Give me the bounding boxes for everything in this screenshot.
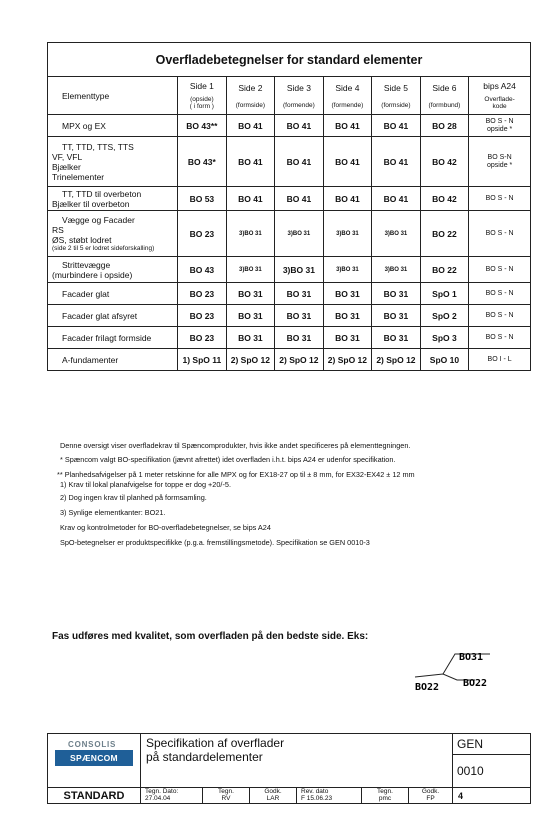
- bips-code-cell: BO S - N: [469, 211, 531, 257]
- surface-symbol-diagram: [395, 642, 515, 692]
- table-row: [48, 211, 531, 257]
- note-line: 1) Krav til lokal planafvigelse for toppe er dog +20/-5.: [60, 479, 231, 489]
- surface-code-cell: 2) SpO 12: [372, 349, 421, 371]
- surface-code-cell: BO 22: [420, 257, 469, 283]
- surface-code-cell: BO 41: [372, 115, 421, 137]
- surface-code-cell: BO 31: [372, 327, 421, 349]
- table-title: Overfladebetegnelser for standard elementer: [48, 43, 531, 77]
- surface-code-cell: BO 31: [323, 305, 372, 327]
- surface-code-cell: 3)BO 31: [323, 211, 372, 257]
- table-row: [48, 305, 531, 327]
- surface-code-cell: 3)BO 31: [275, 257, 324, 283]
- surface-code-cell: BO 23: [178, 327, 227, 349]
- note-line: SpO-betegnelser er produktspecifikke (p.g.a. fremstillingsmetode). Specifikation se GEN 0010-3: [60, 538, 370, 547]
- surface-code-cell: 3)BO 31: [372, 257, 421, 283]
- table-row: [48, 137, 531, 187]
- surface-code-cell: BO 31: [275, 283, 324, 305]
- field-rev-drawn-by: Tegn. pmc: [362, 788, 409, 804]
- chamfer-note: Fas udføres med kvalitet, som overfladen på den bedste side. Eks:: [52, 631, 369, 642]
- table-row: [48, 283, 531, 305]
- table-row: [48, 327, 531, 349]
- bips-code-cell: BO S - N: [469, 283, 531, 305]
- element-type-cell: Facader frilagt formside: [48, 327, 178, 349]
- header-element-type: Elementtype: [48, 77, 178, 115]
- element-type-cell: A-fundamenter: [48, 349, 178, 371]
- element-type-cell: MPX og EX: [48, 115, 178, 137]
- surface-code-cell: BO 43*: [178, 137, 227, 187]
- surface-code-cell: BO 23: [178, 305, 227, 327]
- surface-code-cell: BO 41: [372, 137, 421, 187]
- header-side-5: Side 5 (formside): [372, 77, 421, 115]
- surface-code-cell: BO 41: [275, 187, 324, 211]
- bips-code-cell: BO S - N opside *: [469, 115, 531, 137]
- drawing-description: [146, 736, 284, 764]
- bips-code-cell: BO S - N: [469, 305, 531, 327]
- surface-code-cell: 3)BO 31: [226, 257, 275, 283]
- note-line: 2) Dog ingen krav til planhed på formsamling.: [60, 493, 207, 502]
- field-approved-by: Godk. LAR: [250, 788, 297, 804]
- surface-code-cell: SpO 1: [420, 283, 469, 305]
- surface-code-cell: BO 43: [178, 257, 227, 283]
- logo-spaencom: SPÆNCOM: [55, 750, 133, 766]
- surface-code-cell: BO 41: [226, 115, 275, 137]
- surface-code-cell: BO 43**: [178, 115, 227, 137]
- bips-code-cell: BO S - N: [469, 327, 531, 349]
- header-side-2: Side 2 (formside): [226, 77, 275, 115]
- surface-code-cell: 2) SpO 12: [275, 349, 324, 371]
- note-line: Denne oversigt viser overfladekrav til Spæncomprodukter, hvis ikke andet specificeres på elementtegningen.: [60, 441, 411, 450]
- surface-code-cell: BO 28: [420, 115, 469, 137]
- symbol-right-label: BO22: [463, 678, 488, 689]
- title-block: [47, 733, 531, 804]
- surface-code-cell: BO 41: [226, 137, 275, 187]
- surface-code-cell: SpO 10: [420, 349, 469, 371]
- surface-code-cell: BO 22: [420, 211, 469, 257]
- surface-code-cell: BO 31: [226, 283, 275, 305]
- surface-code-cell: BO 31: [372, 283, 421, 305]
- table-row: [48, 115, 531, 137]
- surface-code-cell: BO 42: [420, 187, 469, 211]
- surface-code-cell: BO 41: [323, 187, 372, 211]
- surface-code-cell: BO 41: [323, 137, 372, 187]
- surface-code-cell: BO 31: [226, 327, 275, 349]
- surface-code-cell: BO 23: [178, 211, 227, 257]
- element-type-cell: Facader glat: [48, 283, 178, 305]
- element-type-cell: Vægge og Facader RS ØS, støbt lodret (side 2 til 5 er lodret sideforskalling): [48, 211, 178, 257]
- table-row: [48, 187, 531, 211]
- surface-code-cell: 3)BO 31: [275, 211, 324, 257]
- field-drawn-date: Tegn. Dato: 27.04.04: [141, 788, 203, 804]
- bips-code-cell: BO S-N opside *: [469, 137, 531, 187]
- table-row: [48, 349, 531, 371]
- element-type-cell: Strittevægge (murbindere i opside): [48, 257, 178, 283]
- surface-code-cell: 3)BO 31: [323, 257, 372, 283]
- page-number: 4: [458, 791, 464, 801]
- table-row: [48, 257, 531, 283]
- field-drawn-by: Tegn. RV: [203, 788, 250, 804]
- field-rev-approved-by: Godk. FP: [409, 788, 453, 804]
- surface-code-cell: 1) SpO 11: [178, 349, 227, 371]
- description-line-1: Specifikation af overflader: [146, 736, 285, 750]
- surface-code-cell: BO 53: [178, 187, 227, 211]
- surface-code-cell: BO 31: [323, 327, 372, 349]
- surface-spec-table: [47, 42, 531, 371]
- bips-code-cell: BO S - N: [469, 187, 531, 211]
- surface-code-cell: BO 41: [226, 187, 275, 211]
- header-side-4: Side 4 (formende): [323, 77, 372, 115]
- surface-code-cell: BO 31: [372, 305, 421, 327]
- drawing-no: 0010: [457, 764, 484, 778]
- header-side-1: Side 1 (opside) ( i form ): [178, 77, 227, 115]
- surface-code-cell: BO 42: [420, 137, 469, 187]
- field-rev-date: Rev. dato F 15.06.23: [297, 788, 362, 804]
- surface-code-cell: BO 31: [275, 327, 324, 349]
- title-block-footer: [48, 787, 530, 804]
- surface-code-cell: BO 31: [226, 305, 275, 327]
- surface-code-cell: BO 31: [323, 283, 372, 305]
- bips-code-cell: BO S - N: [469, 257, 531, 283]
- surface-code-cell: BO 31: [275, 305, 324, 327]
- standard-label: STANDARD: [48, 788, 141, 804]
- drawing-number: [452, 734, 530, 787]
- symbol-top-label: BO31: [459, 652, 484, 663]
- surface-code-cell: BO 41: [275, 137, 324, 187]
- element-type-cell: TT, TTD, TTS, TTS VF, VFL Bjælker Trinelementer: [48, 137, 178, 187]
- note-line: 3) Synlige elementkanter: BO21.: [60, 508, 166, 517]
- surface-code-cell: 3)BO 31: [372, 211, 421, 257]
- bips-code-cell: BO I - L: [469, 349, 531, 371]
- note-line: Krav og kontrolmetoder for BO-overfladebetegnelser, se bips A24: [60, 523, 271, 532]
- surface-code-cell: 2) SpO 12: [323, 349, 372, 371]
- drawing-series: GEN: [453, 734, 530, 755]
- header-bips: bips A24 Overflade- kode: [469, 77, 531, 115]
- surface-code-cell: 2) SpO 12: [226, 349, 275, 371]
- header-side-3: Side 3 (formende): [275, 77, 324, 115]
- company-logo: [48, 734, 141, 787]
- element-type-cell: TT, TTD til overbeton Bjælker til overbeton: [48, 187, 178, 211]
- note-line: ** Planhedsafvigelser på 1 meter retskinne for alle MPX og for EX18-27 op til ± 8 mm, for EX32-EX42 ± 12 mm: [57, 469, 415, 479]
- element-type-cell: Facader glat afsyret: [48, 305, 178, 327]
- note-line: * Spæncom valgt BO-specifikation (jævnt afrettet) idet overfladen i.h.t. bips A24 er udenfor specifikation.: [60, 454, 396, 464]
- description-line-2: på standardelementer: [146, 750, 263, 764]
- logo-consolis: CONSOLIS: [68, 740, 117, 749]
- surface-code-cell: BO 41: [275, 115, 324, 137]
- surface-code-cell: BO 41: [372, 187, 421, 211]
- surface-code-cell: SpO 3: [420, 327, 469, 349]
- surface-code-cell: BO 23: [178, 283, 227, 305]
- surface-code-cell: 3)BO 31: [226, 211, 275, 257]
- surface-code-cell: BO 41: [323, 115, 372, 137]
- symbol-left-label: BO22: [415, 682, 440, 692]
- surface-code-cell: SpO 2: [420, 305, 469, 327]
- header-side-6: Side 6 (formbund): [420, 77, 469, 115]
- notes: [57, 441, 530, 553]
